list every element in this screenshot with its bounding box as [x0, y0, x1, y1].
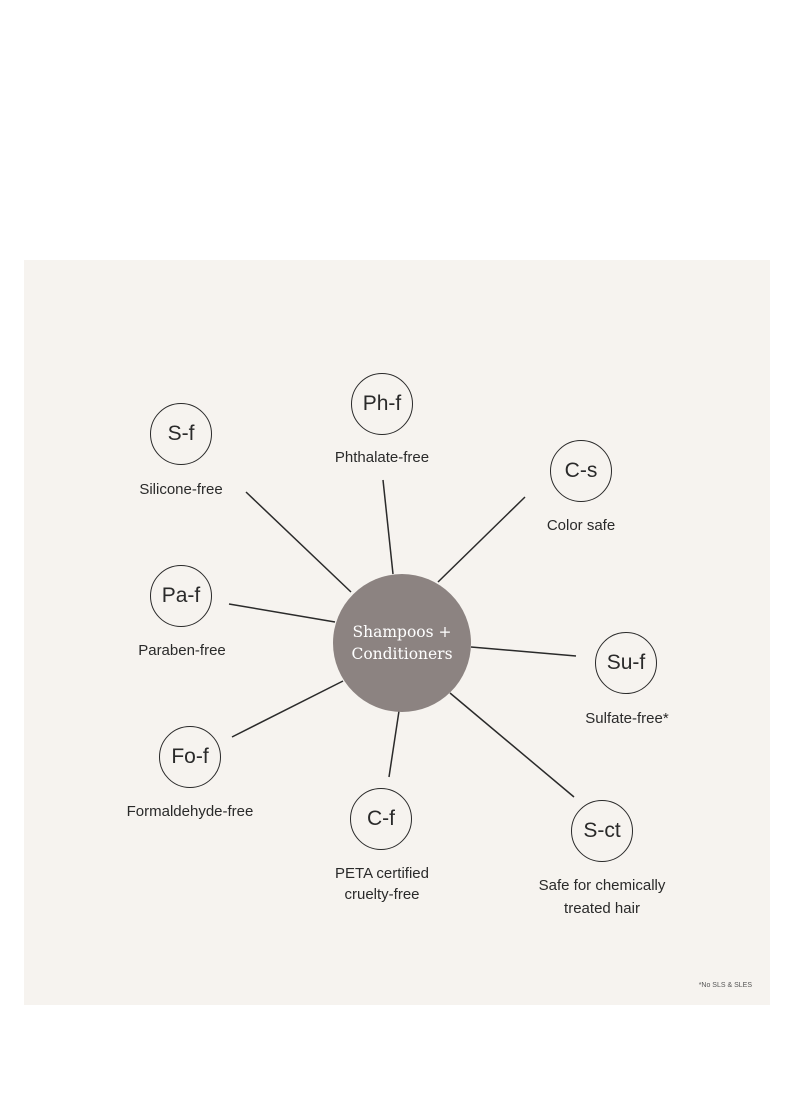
badge-formaldehyde: Fo-f — [159, 726, 221, 788]
connector-silicone — [246, 492, 351, 592]
label-phthalate: Phthalate-free — [334, 449, 430, 466]
center-line-2: Conditioners — [351, 645, 453, 663]
badge-cruelty: C-f — [350, 788, 412, 850]
label-color: Color safe — [546, 517, 616, 534]
badge-chemically: S-ct — [571, 800, 633, 862]
connector-cruelty — [389, 711, 399, 777]
label-silicone: Silicone-free — [139, 481, 223, 498]
label-chemically-1: Safe for chemically — [538, 877, 666, 894]
footnote: *No SLS & SLES — [698, 982, 752, 989]
label-chemically-2: treated hair — [564, 900, 640, 917]
label-cruelty-1: PETA certified — [335, 865, 429, 882]
label-cruelty-2: cruelty-free — [344, 886, 420, 903]
connector-paraben — [229, 604, 335, 622]
label-paraben: Paraben-free — [138, 642, 226, 659]
label-formaldehyde: Formaldehyde-free — [126, 803, 254, 820]
center-hub — [333, 574, 471, 712]
badge-sulfate: Su-f — [595, 632, 657, 694]
badge-color: C-s — [550, 440, 612, 502]
center-line-1: Shampoos + — [352, 623, 452, 641]
connector-phthalate — [383, 480, 393, 574]
badge-silicone: S-f — [150, 403, 212, 465]
connector-chemically — [450, 693, 574, 797]
badge-phthalate: Ph-f — [351, 373, 413, 435]
connector-sulfate — [471, 647, 576, 656]
connector-color — [438, 497, 525, 582]
badge-paraben: Pa-f — [150, 565, 212, 627]
label-sulfate: Sulfate-free* — [585, 710, 669, 727]
connector-formaldehyde — [232, 681, 343, 737]
